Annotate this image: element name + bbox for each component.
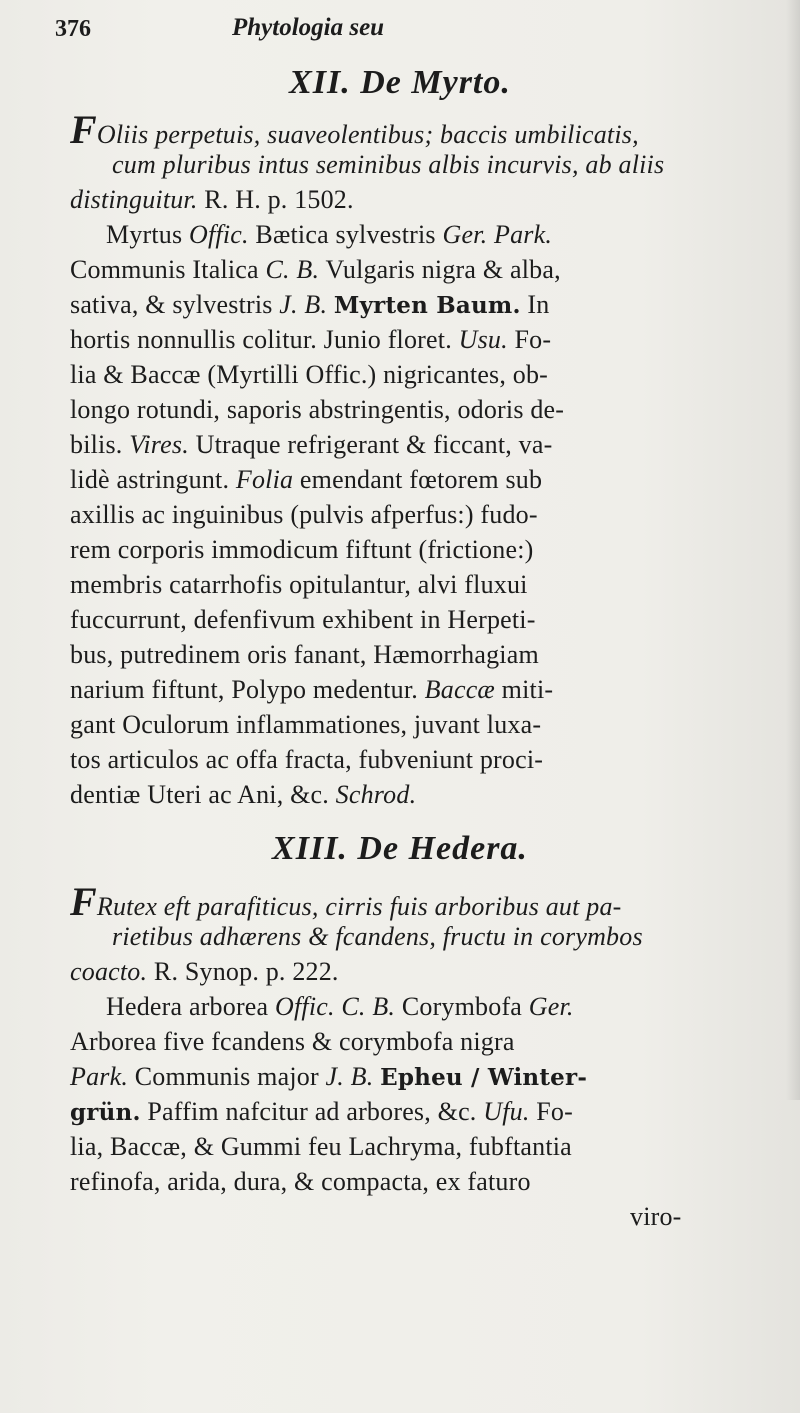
text-run: Usu. [458, 325, 508, 354]
text-run: narium fiftunt, Polypo medentur. [70, 675, 425, 704]
text-run: Bætica sylvestris [248, 220, 443, 249]
text-run: refinofa, arida, dura, & compacta, ex faturo [70, 1167, 531, 1196]
text-run: sativa, & sylvestris [70, 290, 280, 319]
text-line [70, 1129, 770, 1164]
text-line [70, 182, 770, 217]
text-run: Folia [235, 465, 294, 494]
text-run: Offic. [189, 220, 249, 249]
text-run: axillis ac inguinibus (pulvis afperfus:) fudo- [70, 500, 538, 529]
text-run: rietibus adhærens & fcandens, fructu in corymbos [112, 922, 643, 951]
text-run: Hedera arborea [106, 992, 275, 1021]
text-run: viro- [630, 1202, 682, 1231]
text-line [70, 532, 770, 567]
text-line [70, 954, 770, 989]
text-line [70, 879, 770, 924]
text-line [70, 672, 770, 707]
text-run: Arborea five fcandens & corymbofa nigra [70, 1027, 515, 1056]
text-line [70, 1024, 770, 1059]
text-line [70, 602, 770, 637]
drop-cap: F [70, 107, 97, 152]
text-run: fuccurrunt, defenfivum exhibent in Herpeti- [70, 605, 536, 634]
text-run: Offic. C. B. [275, 992, 396, 1021]
page-number: 376 [55, 16, 91, 42]
text-run: lia, Baccæ, & Gummi feu Lachryma, fubftantia [70, 1132, 572, 1161]
text-run: Park. [70, 1062, 129, 1091]
text-line [70, 252, 770, 287]
text-run: Corymbofa [395, 992, 529, 1021]
text-run: R. H. p. 1502. [197, 185, 354, 214]
text-run: distinguitur. [70, 185, 198, 214]
text-run: Myrtus [106, 220, 190, 249]
text-run: lidè astringunt. [70, 465, 236, 494]
text-run: Communis Italica [70, 255, 266, 284]
text-run: bus, putredinem oris fanant, Hæmorrhagiam [70, 640, 539, 669]
text-run: Epheu / Winter- [380, 1064, 588, 1091]
text-line [70, 742, 770, 777]
text-run: bilis. [70, 430, 130, 459]
text-run: dentiæ Uteri ac Ani, &c. [70, 780, 336, 809]
text-line [70, 1094, 770, 1129]
text-run: rem corporis immodicum fiftunt (frictione:) [70, 535, 534, 564]
text-line [70, 1164, 770, 1199]
text-run: membris catarrhofis opitulantur, alvi fluxui [70, 570, 528, 599]
text-run: Ger. [528, 992, 574, 1021]
text-run: J. B. [279, 290, 328, 319]
text-line [70, 392, 770, 427]
text-run [327, 290, 334, 319]
text-line [70, 919, 770, 954]
text-run: cum pluribus intus seminibus albis incurvis, ab aliis [112, 150, 665, 179]
text-run: Ufu. [483, 1097, 530, 1126]
text-run: Vulgaris nigra & alba, [319, 255, 561, 284]
text-line [70, 322, 770, 357]
text-line [70, 462, 770, 497]
text-run: Myrten Baum. [333, 292, 521, 319]
text-line [70, 637, 770, 672]
text-run: miti- [494, 675, 554, 704]
text-run: Fo- [529, 1097, 573, 1126]
text-line [70, 989, 770, 1024]
text-line [70, 497, 770, 532]
running-title: Phytologia seu [232, 14, 385, 41]
text-line [70, 707, 770, 742]
text-run: lia & Baccæ (Myrtilli Offic.) nigricantes, ob- [70, 360, 549, 389]
text-line [70, 287, 770, 322]
text-run: emendant fœtorem sub [293, 465, 543, 494]
text-run: longo rotundi, saporis abstringentis, odoris de- [70, 395, 565, 424]
text-run: Utraque refrigerant & ficcant, va- [188, 430, 553, 459]
text-line [70, 147, 770, 182]
page-edge-shadow [786, 0, 800, 1100]
text-run: Rutex eft parafiticus, cirris fuis arboribus aut pa- [96, 892, 622, 921]
text-run: coacto. [70, 957, 148, 986]
text-run: J. B. [325, 1062, 374, 1091]
text-run: R. Synop. p. 222. [147, 957, 339, 986]
text-line [70, 1199, 770, 1234]
text-run: hortis nonnullis colitur. Junio floret. [70, 325, 459, 354]
text-run: Ger. Park. [442, 220, 553, 249]
text-line [70, 1059, 770, 1094]
text-line [70, 357, 770, 392]
text-line [70, 777, 770, 812]
page-header [55, 14, 755, 48]
text-run: Baccæ [424, 675, 495, 704]
section-title-hedera: XIII. De Hedera. [272, 830, 528, 867]
text-run: tos articulos ac offa fracta, fubveniunt proci- [70, 745, 544, 774]
text-run: gant Oculorum inflammationes, juvant luxa- [70, 710, 542, 739]
text-line [70, 427, 770, 462]
drop-cap: F [70, 879, 97, 924]
text-line [70, 217, 770, 252]
text-run: Fo- [507, 325, 552, 354]
text-line [70, 567, 770, 602]
text-run: C. B. [265, 255, 320, 284]
section-body-myrtus [70, 107, 770, 812]
text-line [70, 107, 770, 152]
text-run: grün. [70, 1099, 141, 1126]
text-run: Schrod. [335, 780, 417, 809]
text-run: Vires. [129, 430, 189, 459]
text-run: Oliis perpetuis, suaveolentibus; baccis umbilicatis, [96, 120, 639, 149]
text-run: Communis major [128, 1062, 326, 1091]
text-run: Paffim nafcitur ad arbores, &c. [140, 1097, 484, 1126]
section-title-myrtus: XII. De Myrto. [289, 64, 511, 101]
section-body-hedera [70, 879, 770, 1234]
text-run: In [520, 290, 550, 319]
